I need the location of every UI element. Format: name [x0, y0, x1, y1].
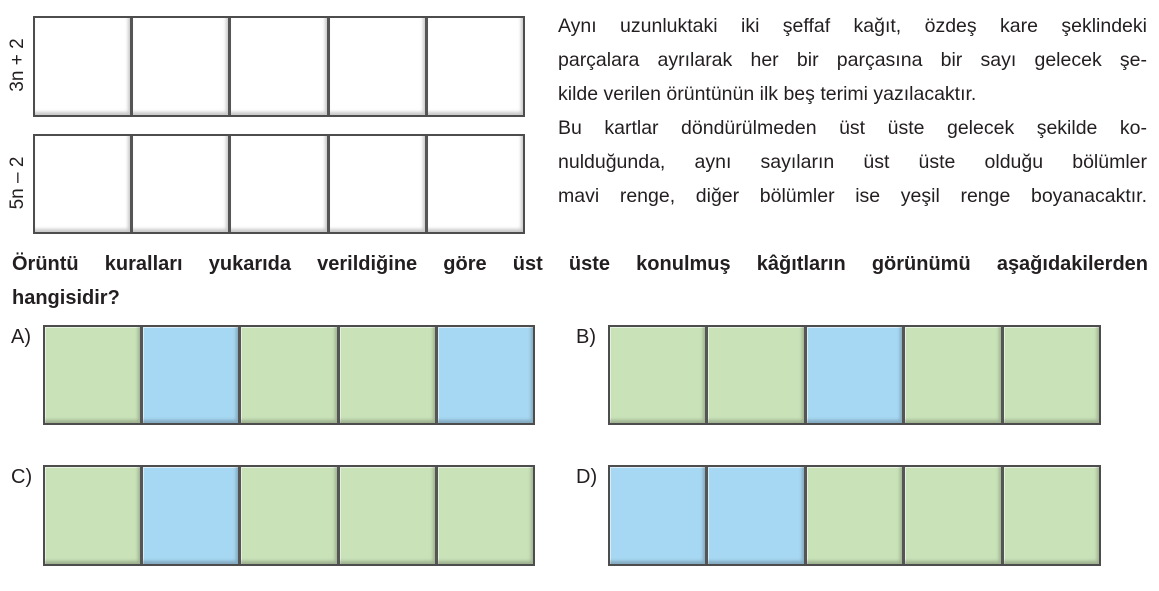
- card-cell: [330, 18, 428, 115]
- option-b-label: B): [576, 326, 596, 348]
- card-cell: [231, 136, 329, 232]
- option-a-cell: [45, 327, 143, 423]
- option-b-cell: [1004, 327, 1099, 423]
- option-a-cell: [143, 327, 241, 423]
- option-c-cell: [45, 467, 143, 564]
- option-c-cell: [241, 467, 339, 564]
- option-b-cell: [610, 327, 708, 423]
- option-b-cell: [807, 327, 905, 423]
- option-c-cell: [438, 467, 533, 564]
- card-cell: [35, 136, 133, 232]
- option-a[interactable]: [43, 325, 535, 425]
- card-label-3n-plus-2: 3n + 2: [7, 38, 28, 92]
- option-b-cell: [905, 327, 1003, 423]
- card-cell: [133, 18, 231, 115]
- option-d[interactable]: [608, 465, 1101, 566]
- paragraph-line: Bu kartlar döndürülmeden üst üste gelecek şekilde ko-: [558, 117, 1147, 139]
- paragraph-line: nulduğunda, aynı sayıların üst üste olduğu bölümler: [558, 151, 1147, 173]
- card-cell: [231, 18, 329, 115]
- option-c-cell: [143, 467, 241, 564]
- question-line: hangisidir?: [12, 287, 120, 309]
- problem-paragraph: [558, 9, 1147, 213]
- option-d-label: D): [576, 466, 598, 488]
- option-d-cell: [1004, 467, 1099, 564]
- question-text: [12, 247, 1148, 315]
- paragraph-line: kilde verilen örüntünün ilk beş terimi yazılacaktır.: [558, 83, 977, 105]
- card-label-5n-minus-2: 5n – 2: [7, 156, 28, 210]
- card-cell: [428, 136, 523, 232]
- card-cell: [35, 18, 133, 115]
- option-b-cell: [708, 327, 806, 423]
- card-cell: [428, 18, 523, 115]
- option-a-cell: [340, 327, 438, 423]
- option-a-cell: [241, 327, 339, 423]
- option-d-cell: [905, 467, 1003, 564]
- option-d-cell: [807, 467, 905, 564]
- option-c[interactable]: [43, 465, 535, 566]
- option-b[interactable]: [608, 325, 1101, 425]
- option-c-label: C): [11, 466, 33, 488]
- question-line: Örüntü kuralları yukarıda verildiğine göre üst üste konulmuş kâğıtların görünümü aşağıdakilerden: [12, 253, 1148, 275]
- option-a-cell: [438, 327, 533, 423]
- option-a-label: A): [11, 326, 31, 348]
- paragraph-line: Aynı uzunluktaki iki şeffaf kağıt, özdeş kare şeklindeki: [558, 15, 1147, 37]
- paragraph-line: mavi renge, diğer bölümler ise yeşil renge boyanacaktır.: [558, 185, 1147, 207]
- card-5n-minus-2: [33, 134, 525, 234]
- card-cell: [133, 136, 231, 232]
- paragraph-line: parçalara ayrılarak her bir parçasına bir sayı gelecek şe-: [558, 49, 1147, 71]
- card-cell: [330, 136, 428, 232]
- option-c-cell: [340, 467, 438, 564]
- option-d-cell: [610, 467, 708, 564]
- option-d-cell: [708, 467, 806, 564]
- card-3n-plus-2: [33, 16, 525, 117]
